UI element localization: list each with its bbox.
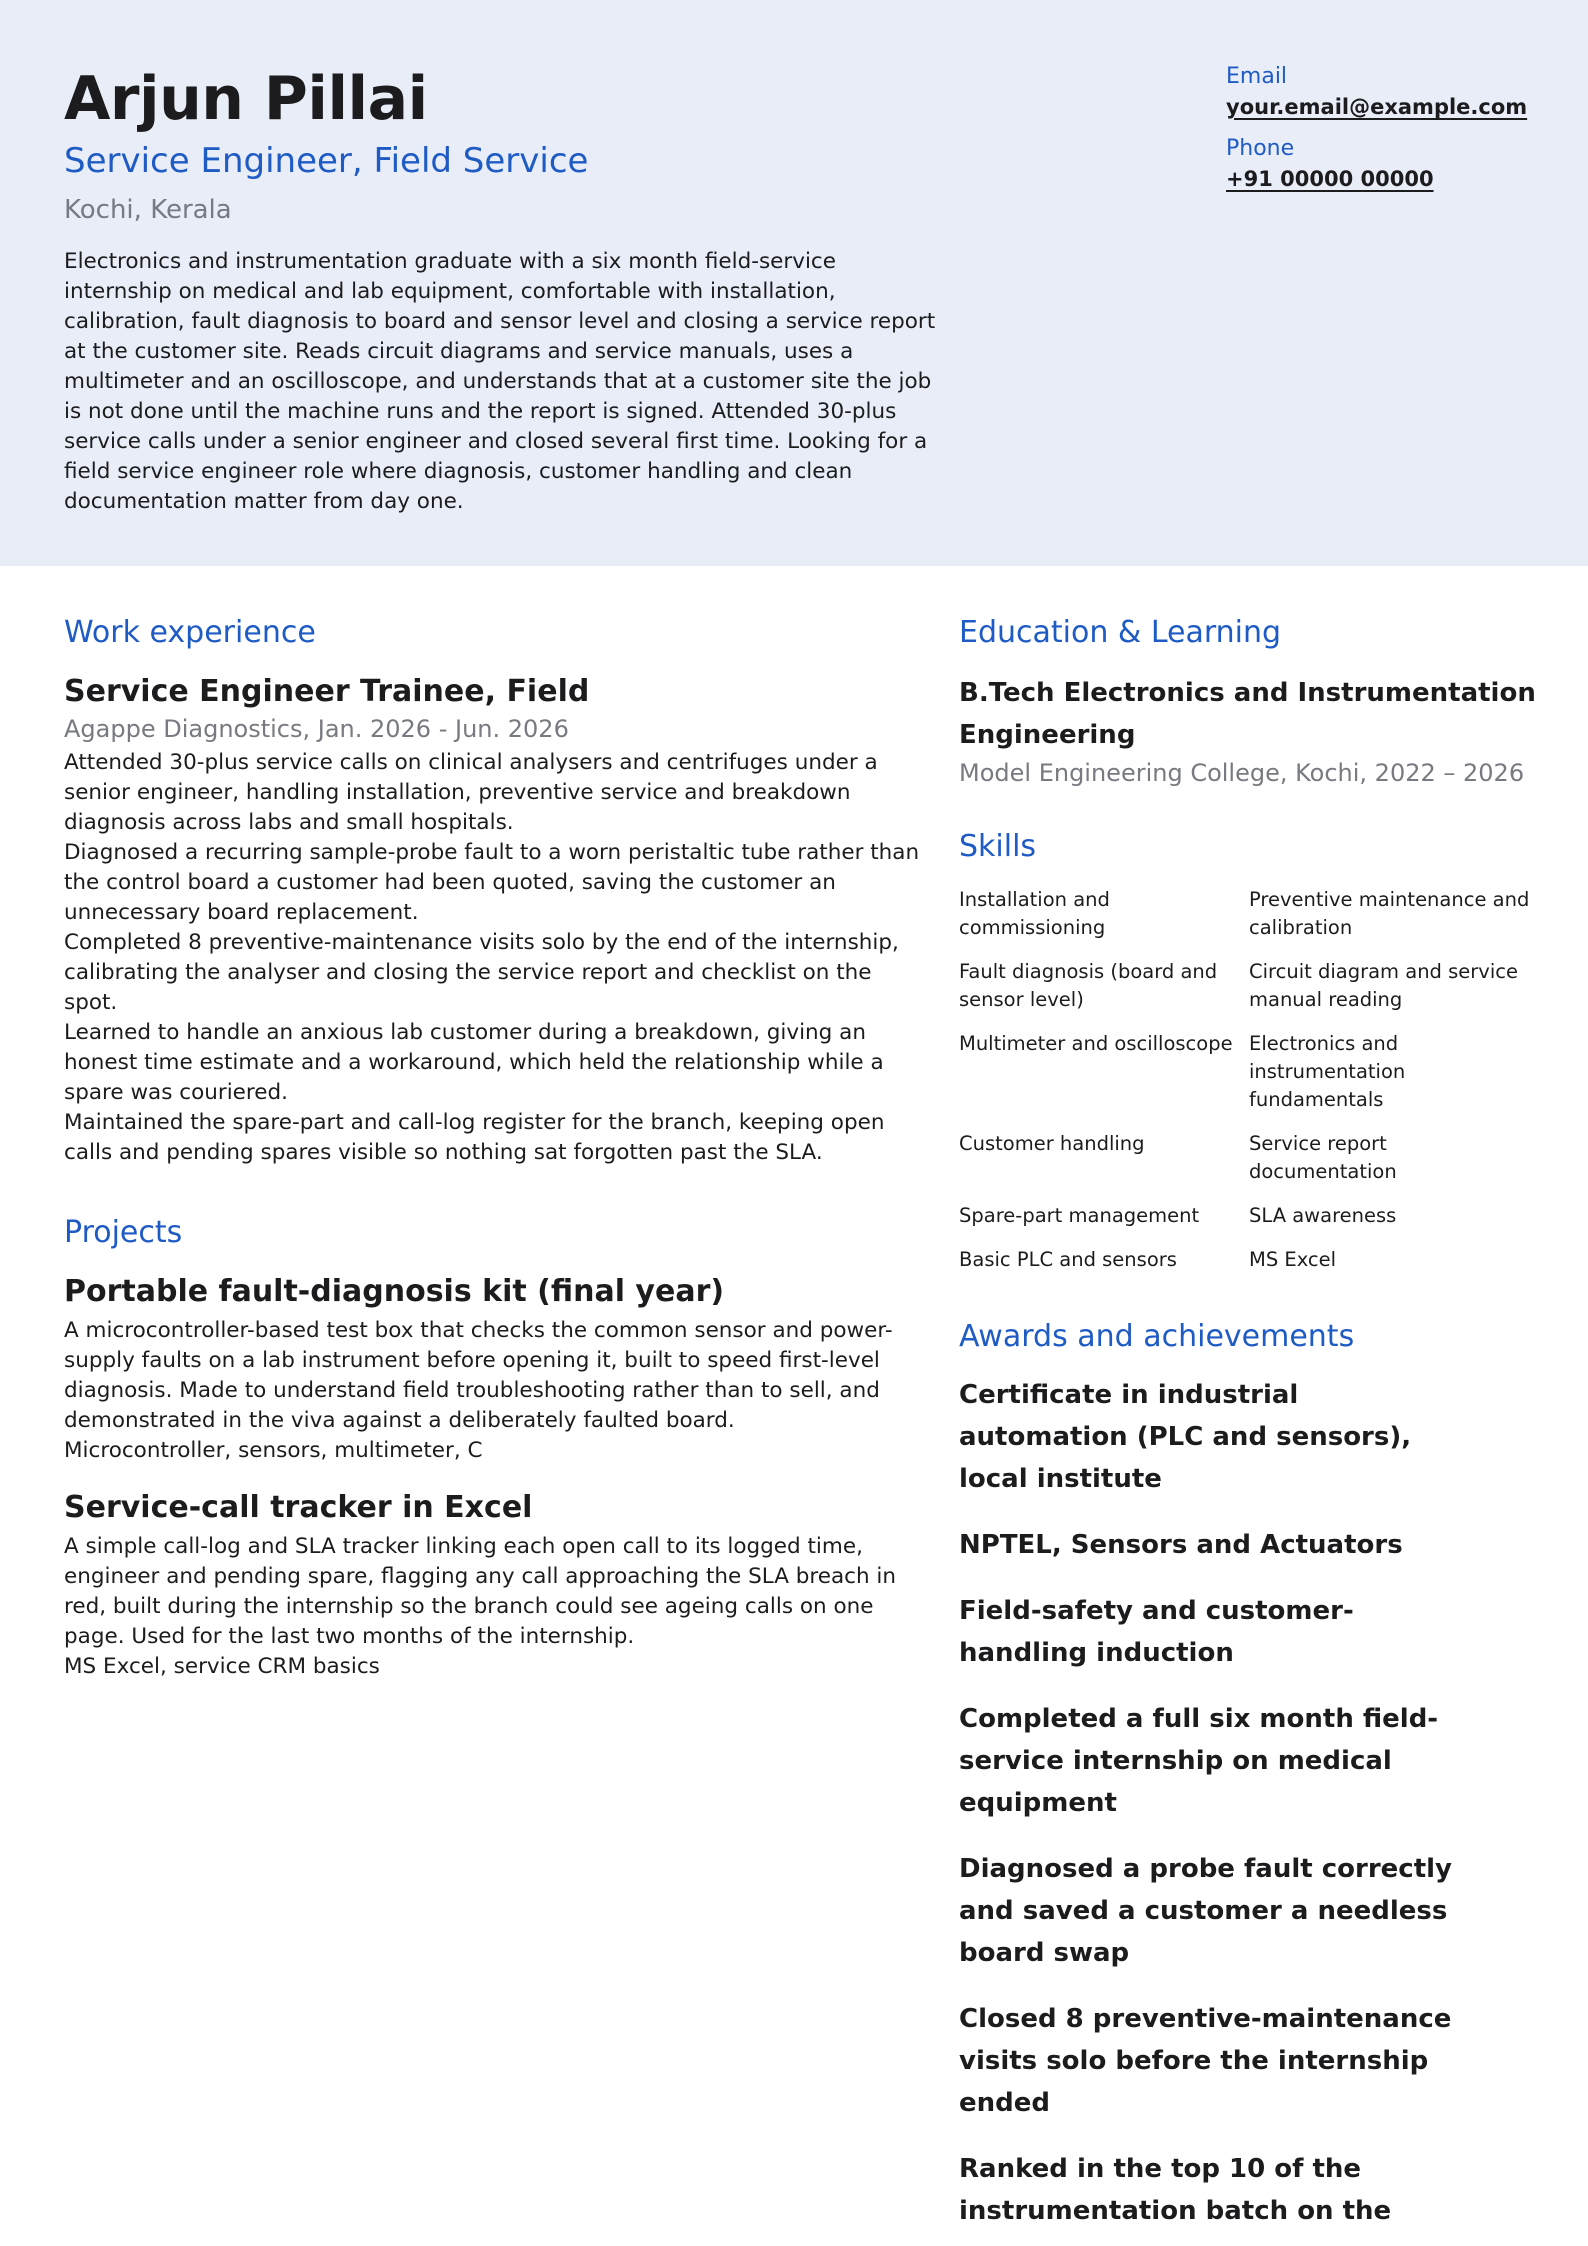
project-description: A simple call-log and SLA tracker linking each open call to its logged time, engineer and pending spare, flagging any call approaching the SLA breach in red, built during the internship so the branch could see ageing calls on one page. Used for the last two months of the internship. — [64, 1534, 897, 1649]
award-item: Certificate in industrial automation (PLC and sensors), local institute — [959, 1380, 1412, 1494]
award-item: NPTEL, Sensors and Actuators — [959, 1530, 1403, 1560]
phone-link[interactable]: +91 00000 00000 — [1226, 167, 1434, 191]
right-column — [959, 612, 1559, 2246]
left-column — [64, 612, 924, 1704]
work-bullet: Learned to handle an anxious lab customer during a breakdown, giving an honest time estimate and a workaround, which held the relationship while a spare was couriered. — [64, 1020, 884, 1105]
project-item — [64, 1488, 924, 1682]
project-tools: MS Excel, service CRM basics — [64, 1654, 380, 1679]
degree: B.Tech Electronics and Instrumentation Engineering — [959, 678, 1536, 750]
work-bullets — [64, 748, 924, 1168]
candidate-name: Arjun Pillai — [64, 64, 428, 134]
award-item: Completed a full six month field-service internship on medical equipment — [959, 1704, 1439, 1818]
school: Model Engineering College, Kochi, 2022 – 2026 — [959, 759, 1525, 787]
award-item: Diagnosed a probe fault correctly and saved a customer a needless board swap — [959, 1854, 1452, 1968]
skill-item: MS Excel — [1249, 1248, 1337, 1271]
summary: Electronics and instrumentation graduate with a six month field-service internship on medical and lab equipment, comfortable with installation, calibration, fault diagnosis to board and sensor level and closing a service report at the customer site. Reads circuit diagrams and service manuals, uses a multimeter and an oscilloscope, and understands that at a customer site the job is not done until the machine runs and the report is signed. Attended 30-plus service calls under a senior engineer and closed several first time. Looking for a field service engineer role where diagnosis, customer handling and clean documentation matter from day one. — [64, 249, 936, 514]
work-bullet: Attended 30-plus service calls on clinical analysers and centrifuges under a senior engineer, handling installation, preventive service and breakdown diagnosis across labs and small hospitals. — [64, 750, 878, 835]
phone-label: Phone — [1226, 136, 1295, 161]
project-title: Service-call tracker in Excel — [64, 1490, 533, 1525]
contact-block — [1226, 62, 1556, 206]
work-bullet: Completed 8 preventive-maintenance visits solo by the end of the internship, calibrating the analyser and closing the service report and checklist on the spot. — [64, 930, 899, 1015]
education-heading: Education & Learning — [959, 615, 1282, 650]
award-item: Ranked in the top 10 of the instrumentation batch on the — [959, 2154, 1392, 2226]
work-bullet: Maintained the spare-part and call-log register for the branch, keeping open calls and pending spares visible so nothing sat forgotten past the SLA. — [64, 1110, 885, 1165]
skill-item: Service report documentation — [1249, 1132, 1397, 1183]
job-entry-subtitle: Agappe Diagnostics, Jan. 2026 - Jun. 2026 — [64, 715, 569, 743]
skill-item: Spare-part management — [959, 1204, 1200, 1227]
job-entry-title: Service Engineer Trainee, Field — [64, 674, 590, 709]
work-bullet: Diagnosed a recurring sample-probe fault to a worn peristaltic tube rather than the control board a customer had been quoted, saving the customer an unnecessary board replacement. — [64, 840, 920, 925]
job-title: Service Engineer, Field Service — [64, 141, 589, 181]
project-tools: Microcontroller, sensors, multimeter, C — [64, 1438, 483, 1463]
project-description: A microcontroller-based test box that checks the common sensor and power-supply faults on a lab instrument before opening it, built to speed first-level diagnosis. Made to understand field troubleshooting rather than to sell, and demonstrated in the viva against a deliberately faulted board. — [64, 1318, 893, 1433]
skill-item: Basic PLC and sensors — [959, 1248, 1177, 1271]
work-heading: Work experience — [64, 615, 316, 650]
skill-item: SLA awareness — [1249, 1204, 1397, 1227]
skill-item: Electronics and instrumentation fundamentals — [1249, 1032, 1406, 1111]
skill-item: Preventive maintenance and calibration — [1249, 888, 1530, 939]
project-title: Portable fault-diagnosis kit (final year) — [64, 1274, 725, 1309]
skill-item: Installation and commissioning — [959, 888, 1110, 939]
skills-grid — [959, 886, 1559, 1274]
skills-heading: Skills — [959, 829, 1037, 864]
location: Kochi, Kerala — [64, 195, 232, 225]
award-item: Field-safety and customer-handling induction — [959, 1596, 1354, 1668]
projects-section — [64, 1212, 924, 1682]
skill-item: Multimeter and oscilloscope — [959, 1032, 1233, 1055]
awards-list — [959, 1374, 1559, 2232]
awards-heading: Awards and achievements — [959, 1319, 1355, 1354]
projects-heading: Projects — [64, 1215, 183, 1250]
email-link[interactable]: your.email@example.com — [1226, 95, 1528, 119]
project-item — [64, 1272, 924, 1466]
skill-item: Circuit diagram and service manual reading — [1249, 960, 1518, 1011]
skill-item: Fault diagnosis (board and sensor level) — [959, 960, 1218, 1011]
header-band — [0, 0, 1588, 566]
email-label: Email — [1226, 64, 1288, 89]
award-item: Closed 8 preventive-maintenance visits solo before the internship ended — [959, 2004, 1452, 2118]
skill-item: Customer handling — [959, 1132, 1145, 1155]
